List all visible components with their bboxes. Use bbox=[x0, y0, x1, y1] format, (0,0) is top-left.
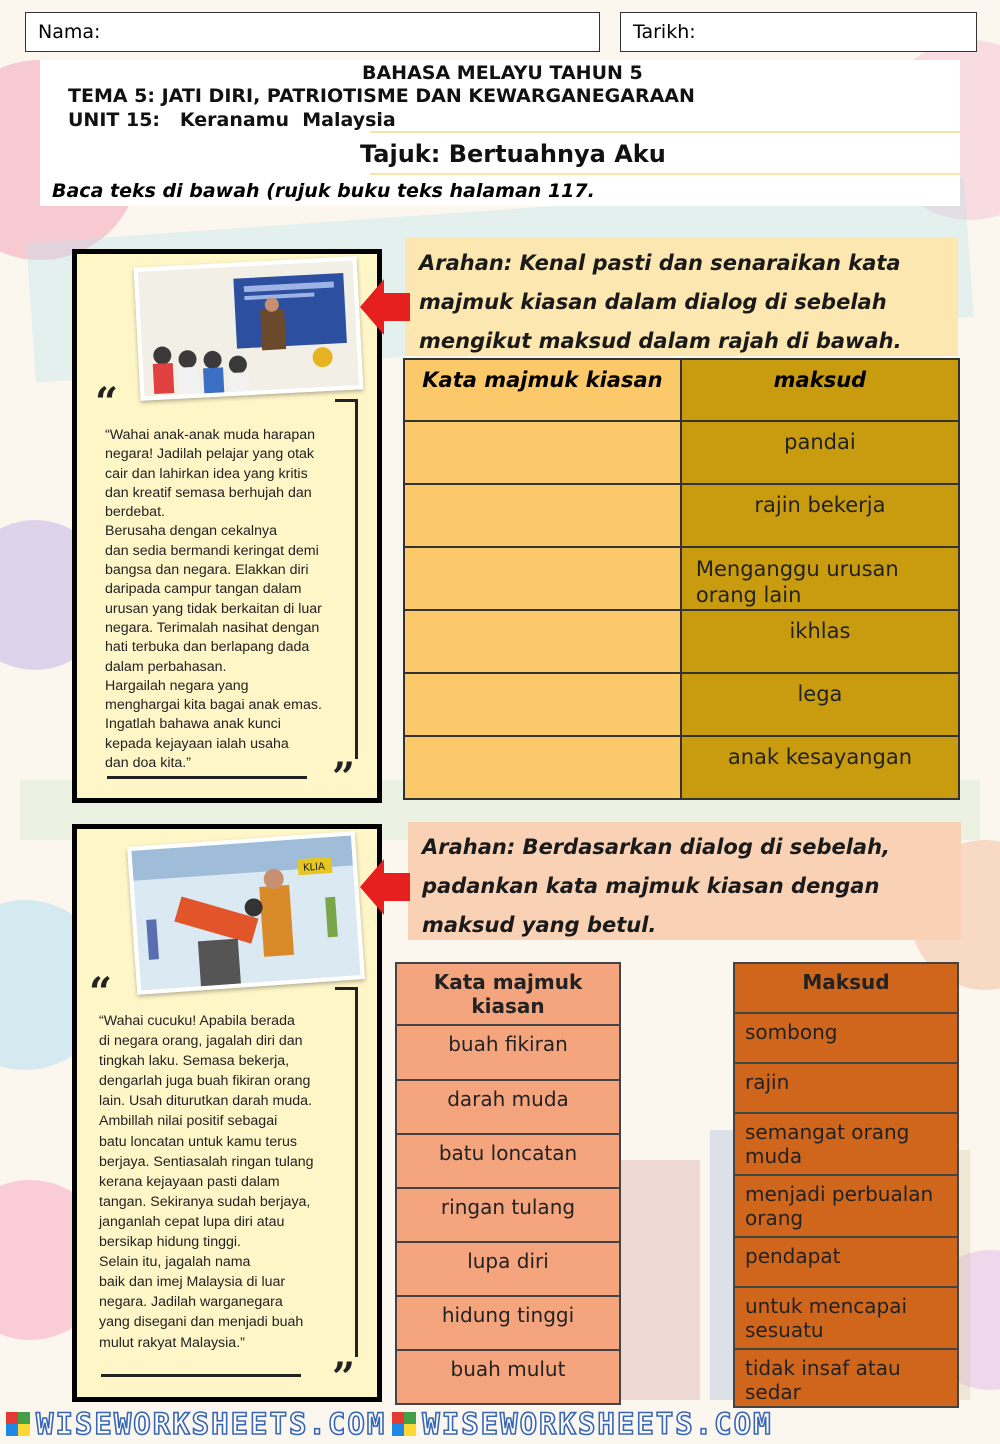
maksud-cell: lega bbox=[681, 673, 959, 736]
maksud-cell: ikhlas bbox=[681, 610, 959, 673]
speech-illustration bbox=[138, 260, 359, 396]
answer-cell[interactable] bbox=[404, 421, 681, 484]
kata-item[interactable]: buah mulut bbox=[396, 1350, 620, 1404]
dialog-text-2: “Wahai cucuku! Apabila berada di negara orang, jagalah diri dan tingkah laku. Semasa bekerja, dengarlah juga buah fikiran orang lain. Usah diturutkan darah muda. Ambillah nilai positif sebagai batu loncatan untuk kamu terus berjaya. Sentiasalah ringan tulang kerana kejayaan pasti dalam tangan. Sekiranya sudah berjaya, janganlah cepat lupa diri atau bersikap hidung tinggi. Selain itu, jagalah nama baik dan imej Malaysia di luar negara. Jadilah warganegara yang disegani dan menjadi buah mulut rakyat Malaysia.” bbox=[99, 1013, 314, 1351]
kata-item[interactable]: batu loncatan bbox=[396, 1134, 620, 1188]
maksud-item[interactable]: pendapat bbox=[734, 1237, 958, 1287]
wiseworksheets-logo-icon bbox=[6, 1412, 30, 1436]
answer-cell[interactable] bbox=[404, 547, 681, 610]
table-1 bbox=[403, 358, 960, 800]
watermark-text: WISEWORKSHEETS.COM bbox=[422, 1407, 773, 1441]
close-quote-icon: ” bbox=[332, 1354, 356, 1401]
bracket-line bbox=[101, 1374, 301, 1377]
close-quote-icon: ” bbox=[332, 754, 356, 801]
open-quote-icon: “ bbox=[89, 969, 113, 1016]
open-quote-icon: “ bbox=[95, 379, 119, 426]
dialog-card-2 bbox=[72, 824, 382, 1402]
kata-column bbox=[395, 962, 621, 1405]
bracket-line bbox=[335, 987, 357, 990]
maksud-cell: Menganggu urusan orang lain bbox=[681, 547, 959, 610]
kata-item[interactable]: hidung tinggi bbox=[396, 1296, 620, 1350]
table-1-header-maksud: maksud bbox=[681, 359, 959, 421]
answer-cell[interactable] bbox=[404, 736, 681, 799]
bracket-line bbox=[107, 776, 307, 779]
arrow-left-icon bbox=[360, 275, 410, 339]
maksud-item[interactable]: semangat orang muda bbox=[734, 1113, 958, 1175]
maksud-cell: rajin bekerja bbox=[681, 484, 959, 547]
maksud-item[interactable]: sombong bbox=[734, 1013, 958, 1063]
maksud-item[interactable]: untuk mencapai sesuatu bbox=[734, 1287, 958, 1349]
kata-column-header: Kata majmuk kiasan bbox=[396, 963, 620, 1025]
dialog-text-1: “Wahai anak-anak muda harapan negara! Jadilah pelajar yang otak cair dan lahirkan idea yang kritis dan kreatif semasa berhujah dan berdebat. Berusaha dengan cekalnya dan sedia bermandi keringat demi bangsa dan negara. Elakkan diri daripada campur tangan dalam urusan yang tidak berkaitan di luar negara. Terimalah nasihat dengan hati terbuka dan berlapang dada dalam perbahasan. Hargailah negara yang menghargai kita bagai anak emas. Ingatlah bahawa anak kunci kepada kejayaan ialah usaha dan doa kita.” bbox=[105, 427, 322, 772]
page-title: Tajuk: Bertuahnya Aku bbox=[360, 140, 666, 168]
instruction-1: Arahan: Kenal pasti dan senaraikan kata majmuk kiasan dalam dialog di sebelah mengikut maksud dalam rajah di bawah. bbox=[405, 238, 958, 356]
instruction-2: Arahan: Berdasarkan dialog di sebelah, padankan kata majmuk kiasan dengan maksud yang betul. bbox=[408, 822, 961, 940]
reading-instruction: Baca teks di bawah (rujuk buku teks halaman 117. bbox=[52, 180, 595, 202]
maksud-cell: anak kesayangan bbox=[681, 736, 959, 799]
name-label: Nama: bbox=[38, 21, 101, 43]
answer-cell[interactable] bbox=[404, 484, 681, 547]
answer-cell[interactable] bbox=[404, 673, 681, 736]
watermark-text: WISEWORKSHEETS.COM bbox=[36, 1407, 387, 1441]
watermark-bar bbox=[0, 1404, 1000, 1444]
airport-sign: KLIA bbox=[302, 861, 326, 874]
maksud-item[interactable]: rajin bbox=[734, 1063, 958, 1113]
kata-item[interactable]: buah fikiran bbox=[396, 1025, 620, 1080]
maksud-column bbox=[733, 962, 959, 1408]
arrow-left-icon bbox=[360, 855, 410, 919]
name-field[interactable] bbox=[25, 12, 600, 52]
divider bbox=[370, 173, 960, 175]
speech-photo bbox=[134, 256, 364, 400]
kata-item[interactable]: lupa diri bbox=[396, 1242, 620, 1296]
date-label: Tarikh: bbox=[633, 21, 696, 43]
divider bbox=[370, 131, 960, 133]
maksud-cell: pandai bbox=[681, 421, 959, 484]
dialog-card-1 bbox=[72, 249, 382, 803]
maksud-item[interactable]: menjadi perbualan orang bbox=[734, 1175, 958, 1237]
answer-cell[interactable] bbox=[404, 610, 681, 673]
maksud-item[interactable]: tidak insaf atau sedar bbox=[734, 1349, 958, 1407]
wiseworksheets-logo-icon bbox=[392, 1412, 416, 1436]
unit-heading: UNIT 15: Keranamu Malaysia bbox=[68, 109, 396, 131]
kata-item[interactable]: ringan tulang bbox=[396, 1188, 620, 1242]
theme-heading: TEMA 5: JATI DIRI, PATRIOTISME DAN KEWARGANEGARAAN bbox=[68, 85, 695, 107]
airport-illustration bbox=[131, 835, 360, 990]
maksud-column-header: Maksud bbox=[734, 963, 958, 1013]
airport-photo bbox=[127, 831, 365, 995]
subject-heading: BAHASA MELAYU TAHUN 5 bbox=[362, 62, 643, 84]
kata-item[interactable]: darah muda bbox=[396, 1080, 620, 1134]
bracket-line bbox=[335, 399, 357, 402]
date-field[interactable] bbox=[620, 12, 977, 52]
table-1-header-kata: Kata majmuk kiasan bbox=[404, 359, 681, 421]
